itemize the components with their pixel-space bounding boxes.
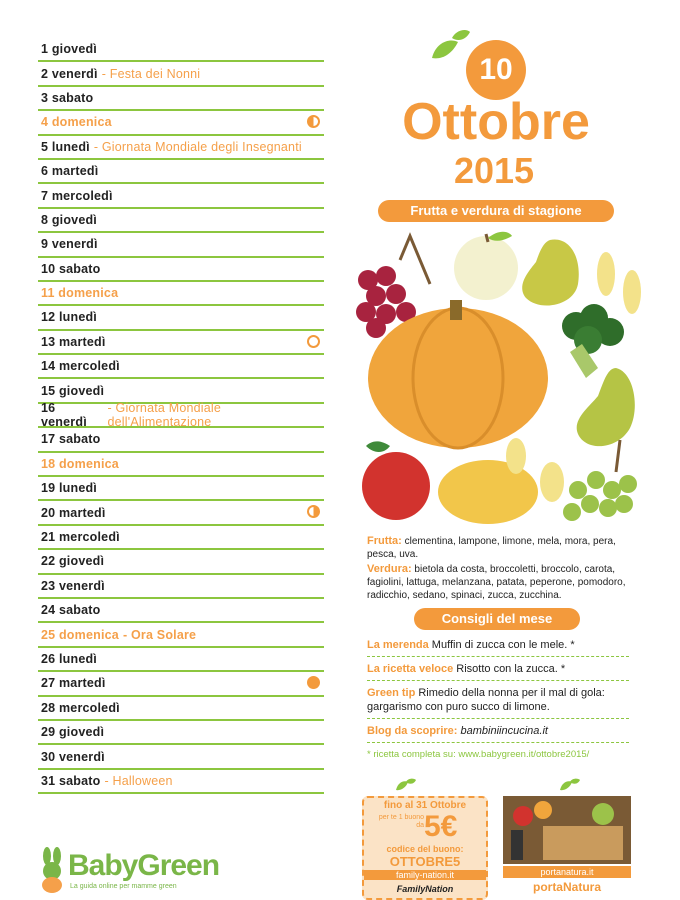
calendar-day-row (38, 233, 324, 257)
day-label: 23 venerdì (41, 578, 105, 593)
moon-phase-icon (307, 505, 320, 518)
produce-illustration (350, 228, 650, 528)
recipe-note: * ricetta completa su: www.babygreen.it/ottobre2015/ (367, 749, 590, 760)
calendar-day-row (38, 550, 324, 574)
day-label: 12 lunedì (41, 310, 97, 325)
calendar-day-row (38, 184, 324, 208)
day-event: - Giornata Mondiale dell'Alimentazione (107, 401, 222, 430)
day-label: 8 giovedì (41, 212, 97, 227)
coupon-amount: 5€ (424, 810, 458, 843)
calendar-day-row (38, 428, 324, 452)
moon-phase-icon (307, 115, 320, 128)
tip-text: Rimedio della nonna per il mal di gola: gargarismo con puro succo di limone. (367, 687, 605, 713)
day-label: 9 venerdì (41, 237, 98, 252)
green-grapes-icon (563, 440, 637, 521)
season-title: Frutta e verdura di stagione (378, 200, 614, 222)
pear-icon-2 (577, 368, 635, 446)
calendar-day-row (38, 136, 324, 160)
apple-icon (454, 232, 518, 300)
tip-text: Risotto con la zucca. * (453, 663, 566, 675)
portanatura-logo: portaNatura (532, 880, 601, 894)
babygreen-logo (38, 845, 238, 895)
year-title: 2015 (453, 150, 535, 191)
tip-label: Blog da scoprire: (367, 725, 458, 737)
coupon-offer: per te 1 buono da (378, 814, 424, 829)
tip-label: La merenda (367, 639, 429, 651)
day-label: 24 sabato (41, 603, 101, 618)
produce-box-photo (503, 796, 631, 864)
tips-title: Consigli del mese (414, 608, 580, 630)
tip-label: La ricetta veloce (367, 663, 454, 675)
calendar-day-row (38, 477, 324, 501)
pumpkin-icon (368, 300, 548, 448)
day-label: 25 domenica (41, 627, 119, 642)
day-event: - Ora Solare (122, 627, 197, 642)
calendar-day-row (38, 623, 324, 647)
day-label: 17 sabato (41, 432, 101, 447)
calendar-day-row (38, 401, 324, 430)
calendar-day-row (38, 697, 324, 721)
day-label: 11 domenica (41, 286, 119, 301)
tip-label: Green tip (367, 687, 416, 699)
logo-name: BabyGreen (68, 849, 220, 882)
day-label: 31 sabato (41, 773, 101, 788)
calendar-day-row (38, 453, 324, 477)
day-label: 18 domenica (41, 456, 119, 471)
day-label: 16 venerdì (41, 401, 87, 430)
moon-phase-icon (307, 335, 320, 348)
calendar-list (38, 38, 324, 794)
calendar-day-row (38, 87, 324, 111)
partner-site[interactable]: portanatura.it (503, 866, 631, 878)
veg-list: bietola da costa, broccoletti, broccolo, carota, fagiolini, lattuga, melanzana, patata, peperone, pomodoro, radicchio, sedano, spinaci, zucca, zucchina. (367, 564, 626, 601)
pear-icon (522, 240, 579, 306)
moon-phase-icon (307, 676, 320, 689)
day-label: 6 martedì (41, 164, 99, 179)
red-apple-icon (362, 441, 430, 520)
tip-item (367, 638, 629, 657)
calendar-day-row (38, 599, 324, 623)
tip-item (367, 724, 629, 743)
veg-text (367, 563, 637, 602)
coupon-code-label: codice del buono: (386, 844, 464, 854)
calendar-day-row (38, 331, 324, 355)
logo-tagline: La guida online per mamme green (70, 883, 177, 890)
coupon-deadline: fino al 31 Ottobre (383, 800, 467, 811)
coupon-site[interactable]: family-nation.it (364, 870, 486, 880)
day-label: 30 venerdì (41, 749, 105, 764)
day-label: 14 mercoledì (41, 359, 120, 374)
calendar-day-row (38, 306, 324, 330)
calendar-day-row (38, 575, 324, 599)
calendar-day-row (38, 355, 324, 379)
calendar-day-row (38, 501, 324, 525)
calendar-day-row (38, 160, 324, 184)
leaf-icon (428, 28, 472, 68)
day-label: 10 sabato (41, 261, 101, 276)
day-label: 27 martedì (41, 676, 106, 691)
day-label: 13 martedì (41, 334, 106, 349)
calendar-day-row (38, 672, 324, 696)
tip-item (367, 686, 629, 719)
day-label: 4 domenica (41, 115, 112, 130)
calendar-day-row (38, 258, 324, 282)
calendar-day-row (38, 721, 324, 745)
broccoli-icon (562, 304, 624, 378)
day-label: 26 lunedì (41, 651, 97, 666)
day-label: 2 venerdì (41, 66, 98, 81)
tip-item (367, 662, 629, 681)
fruit-label: Frutta: (367, 535, 402, 547)
day-label: 20 martedì (41, 505, 106, 520)
tip-text: Muffin di zucca con le mele. * (428, 639, 575, 651)
calendar-day-row (38, 282, 324, 306)
leaf-icon (394, 778, 418, 792)
veg-label: Verdura: (367, 563, 412, 575)
day-event: - Halloween (104, 773, 173, 788)
day-label: 22 giovedì (41, 554, 105, 569)
coupon-code: OTTOBRE5 (389, 854, 461, 869)
day-label: 21 mercoledì (41, 530, 120, 544)
partner-card[interactable] (503, 796, 631, 900)
calendar-day-row (38, 209, 324, 233)
coupon-card[interactable] (362, 796, 488, 900)
bunny-icon (38, 847, 66, 893)
potato-slice-icon (597, 252, 615, 296)
day-event: - Giornata Mondiale degli Insegnanti (93, 139, 302, 154)
day-label: 15 giovedì (41, 383, 105, 398)
calendar-day-row (38, 745, 324, 769)
month-title: Ottobre (402, 93, 590, 151)
calendar-day-row (38, 111, 324, 135)
calendar-day-row (38, 648, 324, 672)
fruit-list: clementina, lampone, limone, mela, mora, pera, pesca, uva. (367, 536, 616, 560)
familynation-logo: FamilyNation (396, 884, 454, 894)
leaf-icon (558, 778, 582, 792)
day-event: - Festa dei Nonni (101, 66, 201, 81)
calendar-day-row (38, 62, 324, 86)
calendar-day-row (38, 38, 324, 62)
fruit-text (367, 535, 637, 561)
calendar-day-row (38, 526, 324, 550)
day-label: 3 sabato (41, 90, 94, 105)
day-label: 29 giovedì (41, 725, 105, 740)
blog-link[interactable]: bambiniincucina.it (457, 725, 548, 737)
potato-icon (438, 438, 564, 524)
day-label: 1 giovedì (41, 42, 97, 57)
month-number-badge: 10 (466, 40, 526, 100)
calendar-day-row (38, 770, 324, 794)
day-label: 28 mercoledì (41, 700, 120, 715)
day-label: 19 lunedì (41, 481, 97, 496)
day-label: 7 mercoledì (41, 188, 113, 203)
day-label: 5 lunedì (41, 139, 90, 154)
